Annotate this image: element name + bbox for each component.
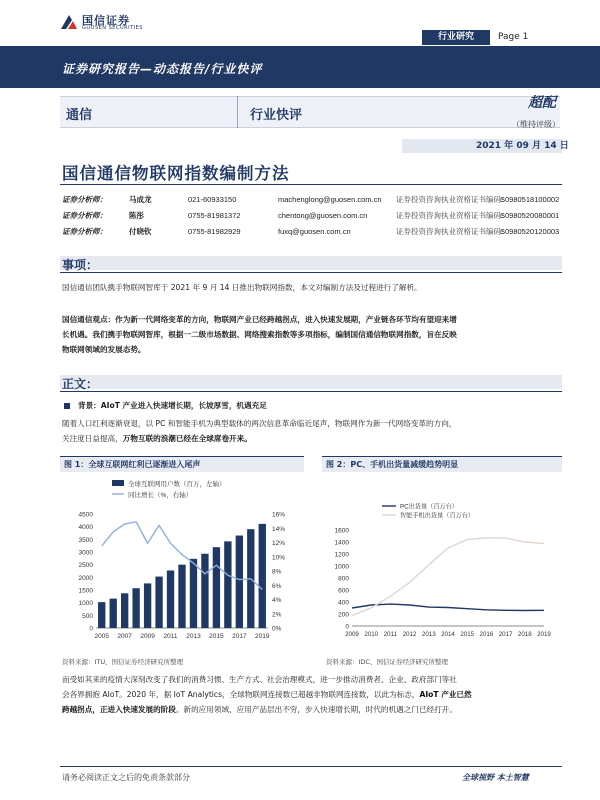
y-tick-label-right: 8% — [272, 568, 282, 576]
report-type-tab: 行业研究 — [422, 30, 490, 45]
legend-swatch-bar — [112, 480, 124, 486]
category-bar — [60, 96, 560, 128]
footer-divider — [60, 766, 562, 767]
conclusion-text: 。新的应用领域、应用产品层出不穷，步入快速增长期，时代的机遇之门已经打开。 — [175, 705, 457, 714]
x-tick-label: 2015 — [209, 633, 224, 640]
analyst-name: 付晓钦 — [129, 227, 152, 236]
bar-users — [213, 547, 220, 628]
conclusion-emphasis: 跨越拐点，正进入快速发展的阶段 — [62, 705, 176, 714]
analyst-license-label: 证券投资咨询执业资格证书编码： — [396, 195, 509, 204]
report-date: 2021 年 09 月 14 日 — [476, 141, 569, 151]
analyst-phone: 021-60933150 — [188, 195, 237, 204]
y-tick-label-left: 2000 — [78, 574, 93, 582]
events-paragraph: 国信通信团队携手物联网智库于 2021 年 9 月 14 日推出物联网指数，本文对编制方法及过程进行了解析。 — [62, 283, 422, 292]
analyst-license-code: S0980520080001 — [500, 211, 560, 220]
bar-users — [178, 565, 185, 628]
chart-internet-users — [60, 476, 304, 652]
legend-label: PC出货量（百万台） — [400, 503, 459, 511]
body-line: 随着人口红利逐渐衰退，以 PC 和智能手机为典型载体的两次信息革命临近尾声，物联网作为新一代网络变革的方向， — [62, 419, 457, 428]
body-line-2 — [62, 431, 562, 446]
x-tick-label: 2012 — [402, 631, 417, 638]
y-tick-label-right: 12% — [272, 540, 286, 547]
section-divider — [60, 272, 562, 273]
bar-users — [98, 602, 105, 628]
analyst-row — [62, 209, 562, 223]
x-tick-label: 2007 — [117, 633, 132, 640]
section-header-bg — [60, 375, 562, 389]
bar-users — [121, 593, 128, 628]
y-tick-label-right: 4% — [272, 597, 282, 604]
analyst-name: 陈彤 — [129, 211, 144, 220]
x-tick-label: 2009 — [345, 631, 359, 638]
line-pc-shipments — [352, 604, 544, 610]
figure-title: 图 1：全球互联网红利已逐渐进入尾声 — [64, 460, 201, 469]
y-tick-label-right: 10% — [272, 554, 286, 562]
y-tick-label-left: 0 — [89, 625, 93, 633]
figure-source: 资料来源：ITU、国信证券经济研究所整理 — [62, 658, 184, 666]
x-tick-label: 2005 — [94, 633, 109, 640]
bullet-square-icon — [64, 403, 70, 409]
conclusion-line — [62, 702, 562, 717]
bar-users — [155, 577, 162, 628]
analyst-phone: 0755-81982929 — [188, 227, 241, 236]
bar-users — [144, 583, 151, 628]
logo-mark-icon — [60, 13, 78, 31]
bar-users — [190, 559, 197, 628]
x-tick-label: 2011 — [163, 633, 178, 640]
y-tick-label-right: 16% — [272, 511, 286, 519]
conclusion-text: 会各界拥抱 AIoT。2020 年，据 IoT Analytics，全球物联网连接数已超越非物联网连接数，以此为标志， — [62, 690, 420, 699]
bar-users — [201, 554, 208, 628]
analyst-license-label: 证券投资咨询执业资格证书编码： — [396, 211, 509, 220]
analyst-license-label: 证券投资咨询执业资格证书编码： — [396, 227, 509, 236]
y-tick-label: 1600 — [334, 527, 349, 535]
analyst-role: 证券分析师： — [62, 211, 107, 220]
x-tick-label: 2013 — [186, 633, 201, 640]
x-tick-label: 2017 — [232, 633, 247, 640]
footer-slogan: 全球视野 本土智慧 — [462, 773, 529, 782]
x-tick-label: 2014 — [441, 631, 455, 638]
y-tick-label-right: 6% — [272, 582, 282, 590]
rating-note: （维持评级） — [512, 120, 560, 129]
y-tick-label: 1200 — [334, 551, 349, 559]
x-tick-label: 2009 — [140, 633, 155, 640]
x-tick-label: 2015 — [460, 631, 475, 638]
bar-users — [132, 588, 139, 628]
viewpoint-line: 长机遇。我们携手物联网智库，根据一二级市场数据、网络搜索指数等多项指标，编制国信通信物联网指数，旨在反映 — [62, 330, 457, 339]
y-tick-label-left: 3000 — [78, 549, 93, 557]
figure-title: 图 2：PC、手机出货量减缓趋势明显 — [326, 460, 459, 469]
section-divider — [60, 391, 562, 392]
background-heading: 背景：AIoT 产业进入快速增长期，长坡厚雪，机遇充足 — [78, 401, 267, 410]
analyst-role: 证券分析师： — [62, 227, 107, 236]
page-title: 国信通信物联网指数编制方法 — [62, 164, 290, 183]
conclusion-emphasis: AIoT 产业已然 — [419, 690, 472, 699]
analyst-row — [62, 225, 562, 239]
bar-users — [110, 599, 117, 628]
x-tick-label: 2013 — [421, 631, 436, 638]
y-tick-label-left: 500 — [82, 612, 93, 620]
analyst-phone: 0755-81981372 — [188, 211, 241, 220]
report-subtype: 行业快评 — [250, 108, 303, 123]
y-tick-label-left: 3500 — [78, 536, 93, 544]
legend-label: 同比增长（%，右轴） — [128, 492, 193, 499]
bar-users — [224, 541, 231, 628]
y-tick-label-left: 1500 — [78, 587, 93, 595]
y-tick-label: 1400 — [334, 539, 349, 547]
y-tick-label: 400 — [338, 599, 349, 607]
y-tick-label-left: 4000 — [78, 524, 93, 532]
x-tick-label: 2019 — [537, 631, 551, 638]
x-tick-label: 2011 — [383, 631, 398, 638]
body-emphasis: 万物互联的浪潮已经在全球席卷开来。 — [122, 434, 252, 443]
section-heading-body: 正文： — [62, 377, 99, 391]
x-tick-label: 2019 — [255, 633, 270, 640]
conclusion-line — [62, 687, 562, 702]
analyst-row — [62, 193, 562, 207]
page-number: Page 1 — [498, 32, 529, 42]
y-tick-label-left: 4500 — [78, 511, 93, 519]
x-tick-label: 2010 — [364, 631, 379, 638]
industry-label: 通信 — [66, 108, 93, 123]
y-tick-label: 600 — [338, 587, 349, 595]
analyst-license-code: S0980520120003 — [500, 227, 560, 236]
section-heading-events: 事项： — [62, 258, 99, 272]
y-tick-label: 200 — [338, 611, 349, 619]
report-series-label: 证券研究报告—动态报告/行业快评 — [62, 62, 263, 76]
figure-source: 资料来源：IDC、国信证券经济研究所整理 — [326, 658, 448, 666]
analyst-license-code: S0980518100002 — [500, 195, 560, 204]
x-tick-label: 2018 — [517, 631, 532, 638]
title-divider — [60, 184, 562, 185]
x-tick-label: 2017 — [498, 631, 513, 638]
analyst-name: 马成龙 — [129, 195, 152, 204]
disclaimer-note: 请务必阅读正文之后的免责条款部分 — [62, 773, 190, 782]
body-text: 关注度日益提高， — [62, 434, 123, 443]
section-header-bg — [60, 256, 562, 270]
x-tick-label: 2016 — [479, 631, 494, 638]
viewpoint-line: 国信通信观点：作为新一代网络变革的方向，物联网产业已经跨越拐点，进入快速发展期，产业链各环节均有望迎来增 — [62, 315, 457, 324]
bar-users — [167, 570, 174, 628]
y-tick-label: 0 — [345, 623, 349, 631]
chart-pc-phone-shipments — [322, 476, 562, 652]
y-tick-label-right: 0% — [272, 625, 282, 633]
y-tick-label-right: 14% — [272, 525, 286, 533]
bar-users — [236, 536, 243, 628]
analyst-email[interactable]: fuxq@guosen.com.cn — [278, 227, 351, 236]
rating-label: 超配 — [528, 95, 556, 111]
y-tick-label: 800 — [338, 575, 349, 583]
y-tick-label-right: 2% — [272, 611, 282, 619]
logo-english: GUOSEN SECURITIES — [82, 25, 143, 31]
legend-label: 智能手机出货量（百万台） — [400, 512, 475, 520]
y-tick-label-left: 2500 — [78, 562, 93, 570]
y-tick-label-left: 1000 — [78, 600, 93, 608]
category-divider — [237, 96, 238, 128]
y-tick-label: 1000 — [334, 563, 349, 571]
analyst-email[interactable]: machenglong@guosen.com.cn — [278, 195, 382, 204]
analyst-role: 证券分析师： — [62, 195, 107, 204]
conclusion-line: 而受如其来的疫情大深刻改变了我们的消费习惯、生产方式、社会治理模式，进一步推动消费者、企业、政府部门等社 — [62, 675, 457, 684]
bar-users — [259, 524, 266, 628]
viewpoint-line: 物联网领域的发展态势。 — [62, 345, 146, 354]
analyst-email[interactable]: chentong@guosen.com.cn — [278, 211, 368, 220]
legend-label: 全球互联网用户数（百万，左轴） — [128, 481, 226, 488]
logo-text: 国信证券 — [82, 14, 130, 27]
